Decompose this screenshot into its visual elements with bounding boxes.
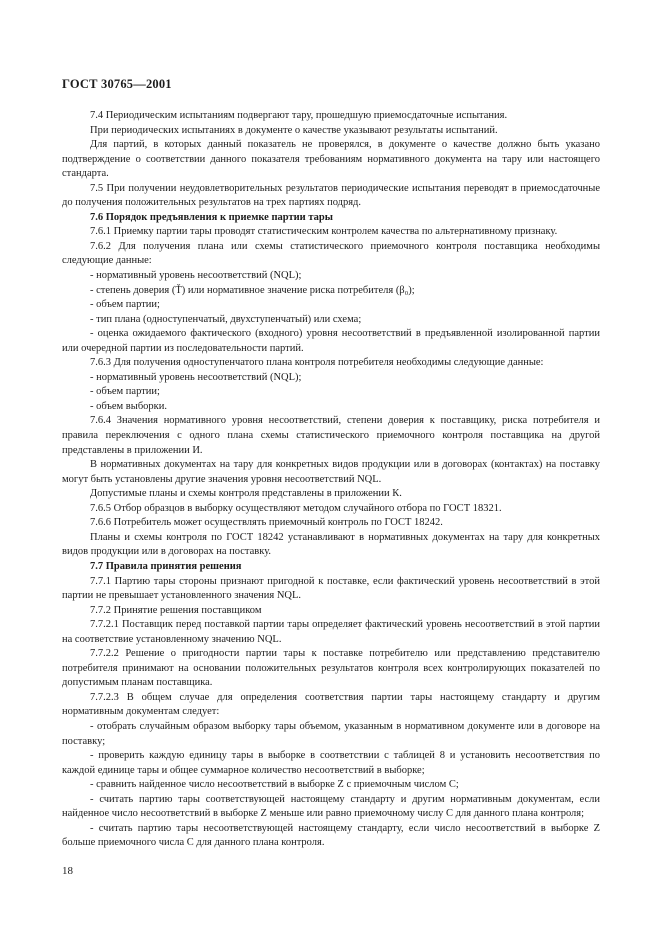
paragraph: Для партий, в которых данный показатель не проверялся, в документе о качестве должно быть указано подтверждение о соответствии данного показателя требованиям нормативного документа на тару или настоящего стандарта. (62, 139, 600, 180)
paragraph: 7.7.1 Партию тары стороны признают пригодной к поставке, если фактический уровень несоответствий в этой партии не превышает установленного значения NQL. (62, 575, 600, 602)
paragraph: - нормативный уровень несоответствий (NQL); (90, 371, 302, 383)
paragraph: 7.6.6 Потребитель может осуществлять приемочный контроль по ГОСТ 18242. (90, 517, 443, 529)
paragraph: - объем партии; (90, 386, 160, 398)
document-body (62, 109, 600, 851)
section-heading: 7.7 Правила принятия решения (90, 560, 242, 572)
paragraph: 7.5 При получении неудовлетворительных результатов периодические испытания переводят в приемосдаточные до получения положительных результатов на трех партиях подряд. (62, 182, 600, 209)
paragraph: - тип плана (одноступенчатый, двухступенчатый) или схема; (90, 313, 362, 325)
paragraph: 7.7.2 Принятие решения поставщиком (90, 604, 262, 616)
paragraph: Допустимые планы и схемы контроля представлены в приложении К. (90, 488, 402, 500)
paragraph: - отобрать случайным образом выборку тары объемом, указанным в нормативном документе или в договоре на поставку; (62, 720, 600, 747)
paragraph: 7.7.2.1 Поставщик перед поставкой партии тары определяет фактический уровень несоответствий в этой партии на соответствие установленному значению NQL. (62, 619, 600, 645)
section-heading: 7.6 Порядок предъявления к приемке партии тары (90, 211, 333, 223)
paragraph: - считать партию тары соответствующей настоящему стандарту и другим нормативным документам, если найденное число несоответствий в выборке Z меньше или равно приемочному числу C для данного плана контроля; (62, 793, 600, 820)
paragraph: - нормативный уровень несоответствий (NQL); (90, 270, 302, 282)
paragraph: 7.7.2.3 В общем случае для определения соответствия партии тары настоящему стандарту и другим нормативным документам следует: (62, 691, 600, 718)
paragraph: 7.6.2 Для получения плана или схемы статистического приемочного контроля поставщика необходимы следующие данные: (62, 240, 600, 267)
paragraph: - степень доверия (Ť) или нормативное значение риска потребителя (β₀); (90, 284, 415, 296)
paragraph: 7.7.2.2 Решение о пригодности партии тары к поставке потребителю или представлению представителю потребителя принимают на основании положительных результатов контроля всех контролирующих показателей по допустимым планам поставщика. (62, 648, 600, 689)
paragraph: 7.6.4 Значения нормативного уровня несоответствий, степени доверия к поставщику, риска потребителя и правила переключения с одного плана схемы статистического приемочного контроля поставщика на другой представлены в приложении И. (62, 415, 600, 456)
paragraph: При периодических испытаниях в документе о качестве указывают результаты испытаний. (90, 124, 498, 136)
paragraph: - считать партию тары несоответствующей настоящему стандарту, если число несоответствий в выборке Z больше приемочного числа C для данного плана контроля. (62, 822, 600, 849)
paragraph: - объем партии; (90, 299, 160, 311)
paragraph: В нормативных документах на тару для конкретных видов продукции или в договорах (контактах) на поставку могут быть установлены другие значения уровня несоответствий NQL. (62, 459, 600, 485)
paragraph: - объем выборки. (90, 400, 168, 412)
paragraph: - проверить каждую единицу тары в выборке в соответствии с таблицей 8 и установить несоответствия по каждой единице тары и общее суммарное количество несоответствий в выборке; (62, 750, 600, 776)
paragraph: 7.6.1 Приемку партии тары проводят статистическим контролем качества по альтернативному признаку. (90, 226, 558, 238)
paragraph: - сравнить найденное число несоответствий в выборке Z с приемочным числом C; (90, 779, 459, 791)
paragraph: 7.6.3 Для получения одноступенчатого плана контроля потребителя необходимы следующие данные: (90, 357, 544, 369)
page-number: 18 (62, 865, 73, 877)
paragraph: 7.6.5 Отбор образцов в выборку осуществляют методом случайного отбора по ГОСТ 18321. (90, 502, 502, 514)
paragraph: 7.4 Периодическим испытаниям подвергают тару, прошедшую приемосдаточные испытания. (90, 110, 508, 121)
document-header: ГОСТ 30765—2001 (62, 77, 172, 91)
paragraph: Планы и схемы контроля по ГОСТ 18242 устанавливают в нормативных документах на тару для конкретных видов продукции или в договорах на поставку. (62, 531, 600, 558)
paragraph: - оценка ожидаемого фактического (входного) уровня несоответствий в предъявленной изолированной партии или очередной партии из последовательности партий. (62, 328, 600, 354)
